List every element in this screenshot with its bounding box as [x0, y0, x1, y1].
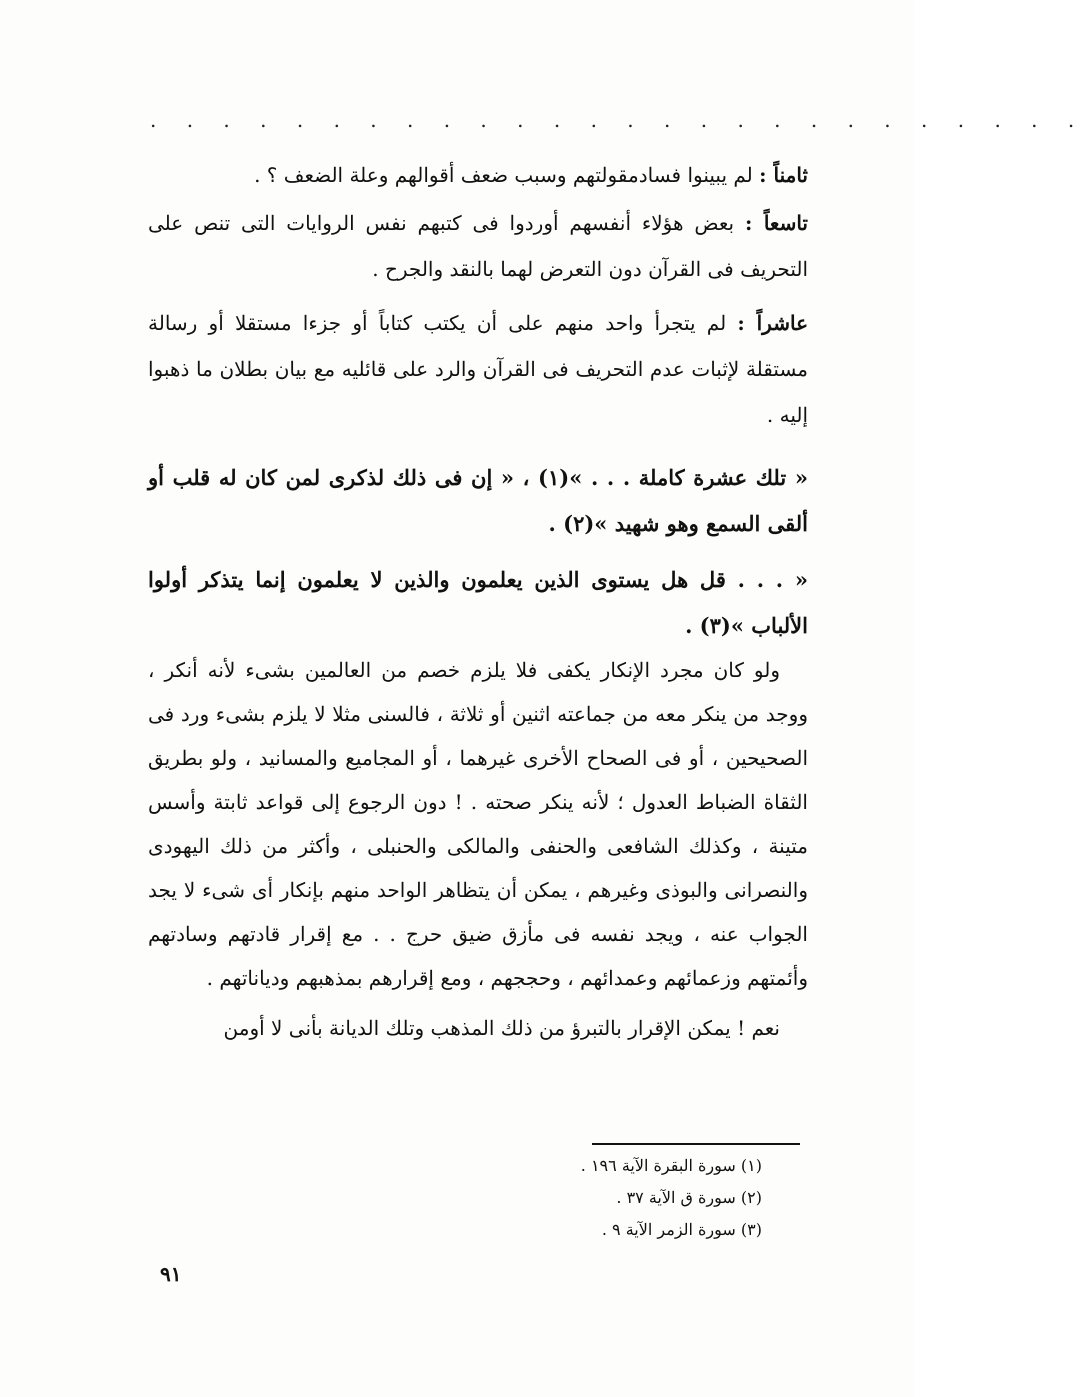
- item-label: ثامناً :: [759, 163, 808, 187]
- quotes-block: [148, 455, 808, 649]
- item-tenth: [148, 300, 808, 438]
- footnote-rule: [592, 1143, 800, 1145]
- paragraph-argument: ولو كان مجرد الإنكار يكفى فلا يلزم خصم من العالمين بشىء لأنه أنكر ، ووجد من ينكر معه من جماعته اثنين أو ثلاثة ، فالسنى مثلا لا يلزم بشىء ورد فى الصحيحين ، أو فى الصحاح الأخرى غيرهما ، أو المجاميع والمسانيد ، ولو بطريق الثقاة الضباط العدول ؛ لأنه ينكر صحته . ! دون الرجوع إلى قواعد ثابتة وأسس متينة ، وكذلك الشافعى والحنفى والمالكى والحنبلى ، وأكثر من ذلك اليهودى والنصرانى والبوذى وغيرهم ، يمكن أن يتظاهر الواحد منهم بإنكار أى شىء لا يجد الجواب عنه ، ويجد نفسه فى مأزق ضيق حرج . . مع إقرار قادتهم وسادتهم وأئمتهم وزعمائهم وعمدائهم ، وحججهم ، ومع إقرارهم بمذهبهم ودياناتهم .: [148, 658, 809, 990]
- item-text: بعض هؤلاء أنفسهم أوردوا فى كتبهم نفس الروايات التى تنص على التحريف فى القرآن دون التعرض لهما بالنقد والجرح .: [148, 211, 808, 281]
- main-text: [148, 648, 808, 1050]
- footnote-3: (٣) سورة الزمر الآية ٩ .: [601, 1220, 762, 1239]
- quote-second: « . . . قل هل يستوى الذين يعلمون والذين لا يعلمون إنما يتذكر أولوا الألباب »(٣) .: [148, 567, 808, 638]
- footnote-1: (١) سورة البقرة الآية ١٩٦ .: [580, 1156, 762, 1175]
- paragraph-continuation: نعم ! يمكن الإقرار بالتبرؤ من ذلك المذهب وتلك الديانة بأنى لا أومن: [223, 1016, 780, 1040]
- numbered-items: [148, 152, 808, 438]
- page-number: ٩١: [160, 1262, 182, 1286]
- item-ninth: [148, 200, 808, 292]
- dotted-separator: . . . . . . . . . . . . . . . . . . . . . . . . . .: [150, 108, 1086, 132]
- item-label: تاسعاً :: [744, 211, 808, 235]
- item-text: لم يتجرأ واحد منهم على أن يكتب كتاباً أو جزءا مستقلا أو رسالة مستقلة لإثبات عدم التحريف فى القرآن والرد على قائليه مع بيان بطلان ما ذهبوا إليه .: [148, 311, 808, 427]
- footnote-2: (٢) سورة ق الآية ٣٧ .: [616, 1188, 762, 1207]
- footnotes: [500, 1150, 762, 1246]
- quote-first: « تلك عشرة كاملة . . . »(١) ، « إن فى ذلك لذكرى لمن كان له قلب أو ألقى السمع وهو شهيد »(٢) .: [148, 465, 808, 536]
- item-label: عاشراً :: [737, 311, 808, 335]
- item-text: لم يبينوا فسادمقولتهم وسبب ضعف أقوالهم وعلة الضعف ؟ .: [254, 163, 760, 187]
- item-eighth: [148, 152, 808, 198]
